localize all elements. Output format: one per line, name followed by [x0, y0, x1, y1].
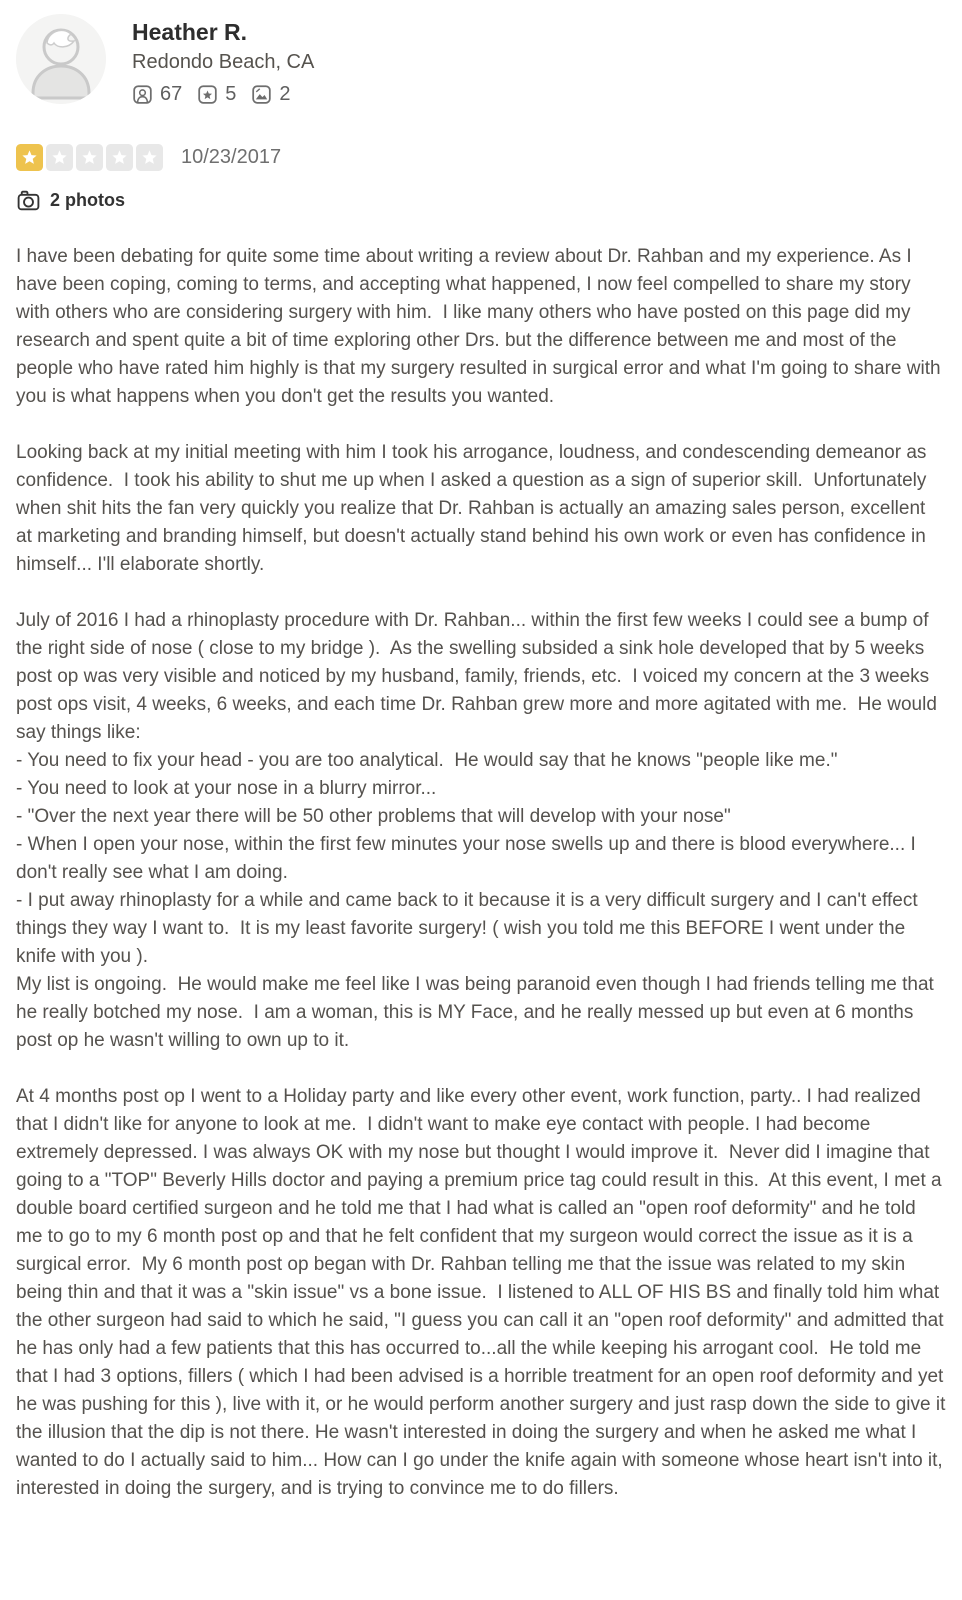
photos-stat — [251, 83, 290, 106]
reviewer-stats — [132, 83, 314, 106]
person-silhouette-icon — [16, 14, 106, 104]
review-date: 10/23/2017 — [181, 146, 282, 168]
friends-stat — [132, 83, 182, 106]
star-empty-icon — [46, 144, 73, 171]
reviews-stat — [197, 83, 236, 106]
star-rating — [16, 144, 163, 171]
star-empty-icon — [136, 144, 163, 171]
photos-count: 2 — [279, 83, 291, 105]
reviewer-name[interactable]: Heather R. — [132, 19, 248, 45]
avatar[interactable] — [16, 14, 106, 104]
rating-row — [16, 144, 946, 171]
star-empty-icon — [76, 144, 103, 171]
review-paragraph: At 4 months post op I went to a Holiday party and like every other event, work function, party.. I had realized that I didn't like for anyone to look at me. I didn't want to make eye contact with people. I had become extremely depressed. I was always OK with my nose but thought I would improve it. Never did I imagine that going to a "TOP" Beverly Hills doctor and paying a premium price tag could result in this. At this event, I met a double board certified surgeon and he told me that I had what is called an "open roof deformity" and he told me to go to my 6 month post op and that he felt confident that my surgeon would correct the issue as it is a surgical error. My 6 month post op began with Dr. Rahban telling me that the issue was related to my skin being thin and that it was a "skin issue" vs a bone issue. I listened to ALL OF HIS BS and finally told him what the other surgeon had said to which he said, "I guess you can call it an "open roof deformity" and admitted that he has only had a few patients that this has occurred to...all the while keeping his arrogant cool. He told me that I had 3 options, fillers ( which I had been advised is a horrible treatment for an open roof deformity and yet he was pushing for this ), live with it, or he would perform another surgery and just rasp down the side to give it the illusion that the dip is not there. He wasn't interested in doing the surgery and when he asked me what I wanted to do I actually said to him... How can I go under the knife again with someone whose heart isn't into it, interested in doing the surgery, and is trying to convince me to do fillers. — [16, 1086, 951, 1499]
friends-count: 67 — [160, 83, 183, 105]
review-text — [16, 243, 951, 1503]
reviewer-header — [16, 14, 946, 106]
friends-icon — [132, 84, 153, 105]
camera-icon — [16, 188, 41, 213]
review-paragraph: Looking back at my initial meeting with him I took his arrogance, loudness, and condescending demeanor as confidence. I took his ability to shut me up when I asked a question as a sign of superior skill. Unfortunately when shit hits the fan very quickly you realize that Dr. Rahban is actually an amazing sales person, excellent at marketing and branding himself, but doesn't actually stand behind his own work or even has confidence in himself... I'll elaborate shortly. — [16, 442, 932, 575]
photos-icon — [251, 84, 272, 105]
star-empty-icon — [106, 144, 133, 171]
review-paragraph: July of 2016 I had a rhinoplasty procedure with Dr. Rahban... within the first few weeks I could see a bump of the right side of nose ( close to my bridge ). As the swelling subsided a sink hole developed that by 5 weeks post op was very visible and noticed by my husband, family, friends, etc. I voiced my concern at the 3 weeks post ops visit, 4 weeks, 6 weeks, and each time Dr. Rahban grew more and more agitated with me. He would say things like: - You need to fix your head - you are too analytical. He would say that he knows "people like me." - You need to look at your nose in a blurry mirror... - "Over the next year there will be 50 other problems that will develop with your nose" - When I open your nose, within the first few minutes your nose swells up and there is blood everywhere... I don't really see what I am doing. - I put away rhinoplasty for a while and came back to it because it is a very difficult surgery and I can't effect things they way I want to. It is my least favorite surgery! ( wish you told me this BEFORE I went under the knife with you ). My list is ongoing. He would make me feel like I was being paranoid even though I had friends telling me that he really botched my nose. I am a woman, this is MY Face, and he really messed up but even at 6 months post op he wasn't willing to own up to it. — [16, 610, 937, 1051]
reviews-count: 5 — [225, 83, 237, 105]
review-star-icon — [197, 84, 218, 105]
reviewer-info — [132, 14, 314, 106]
review-photos-link[interactable] — [16, 188, 125, 213]
star-filled-icon — [16, 144, 43, 171]
review-paragraph: I have been debating for quite some time about writing a review about Dr. Rahban and my experience. As I have been coping, coming to terms, and accepting what happened, I now feel compelled to share my story with others who are considering surgery with him. I like many others who have posted on this page did my research and spent quite a bit of time exploring other Drs. but the difference between me and most of the people who have rated him highly is that my surgery resulted in surgical error and what I'm going to share with you is what happens when you don't get the results you wanted. — [16, 246, 946, 407]
photos-link-label: 2 photos — [50, 190, 125, 210]
reviewer-location: Redondo Beach, CA — [132, 51, 315, 73]
